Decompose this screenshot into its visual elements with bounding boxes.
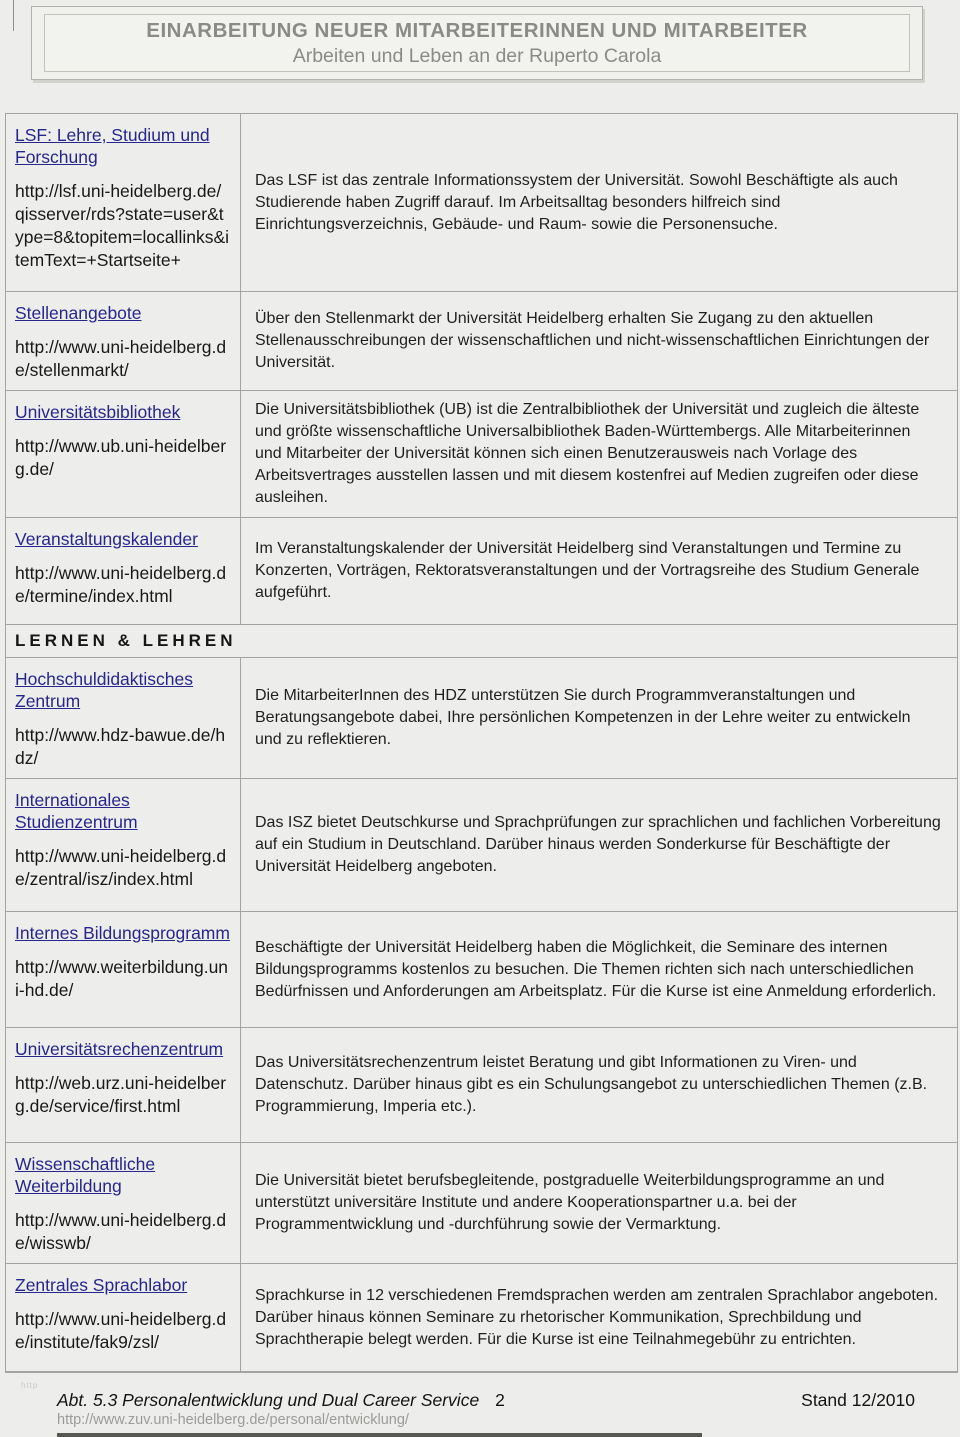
link-universitaetsrechenzentrum[interactable]: Universitätsrechenzentrum — [15, 1039, 224, 1059]
cell-description-stellenangebote — [241, 292, 957, 390]
description-isz: Das ISZ bietet Deutschkurse und Sprachprüfungen zur sprachlichen und fachlichen Vorbereitung auf ein Studium in Deutschland. Darüber hinaus werden Sonderkurse für Beschäftigte der Universität Heidelberg angeboten. — [255, 814, 941, 875]
description-zentrales-sprachlabor: Sprachkurse in 12 verschiedenen Fremdsprachen werden am zentralen Sprachlabor angeboten. Darüber hinaus können Seminare zu rhetorischer Kommunikation, Sprechbildung und Sprachtherapie belegt werden. Für die Kurse ist eine Teilnahmegebühr zu entrichten. — [255, 1286, 939, 1348]
cell-link-universitaetsrechenzentrum — [6, 1028, 241, 1142]
cell-link-isz — [6, 779, 241, 911]
footer-page-number: 2 — [495, 1390, 505, 1410]
link-wissenschaftliche-weiterbildung[interactable]: Wissenschaftliche Weiterbildung — [15, 1154, 156, 1196]
url-internes-bildungsprogramm: http://www.weiterbildung.uni-hd.de/ — [15, 957, 229, 1000]
description-lsf: Das LSF ist das zentrale Informationssystem der Universität. Sowohl Beschäftigte als auch Studierende haben Zugriff darauf. Im Arbeitsalltag besonders hilfreich sind Einrichtungsverzeichnis, Gebäude- und Raum- sowie die Personensuche. — [255, 171, 898, 233]
table-row-universitaetsrechenzentrum — [6, 1028, 957, 1143]
link-internes-bildungsprogramm[interactable]: Internes Bildungsprogramm — [15, 923, 230, 943]
page-header-frame — [44, 14, 910, 72]
table-row-universitaetsbibliothek — [6, 391, 957, 518]
table-row-wissenschaftliche-weiterbildung — [6, 1143, 957, 1264]
cell-link-lsf — [6, 114, 241, 291]
url-wissenschaftliche-weiterbildung: http://www.uni-heidelberg.de/wisswb/ — [15, 1210, 227, 1253]
cell-description-isz — [241, 779, 957, 911]
description-universitaetsrechenzentrum: Das Universitätsrechenzentrum leistet Beratung und gibt Informationen zu Viren- und Datenschutz. Darüber hinaus gibt es ein Schulungsangebot zu unterschiedlichen Themen (z.B. Programmierung, Imperia etc.). — [255, 1054, 928, 1115]
link-hdz[interactable]: Hochschuldidaktisches Zentrum — [15, 669, 194, 711]
url-stellenangebote: http://www.uni-heidelberg.de/stellenmarkt/ — [15, 337, 227, 380]
description-wissenschaftliche-weiterbildung: Die Universität bietet berufsbegleitende, postgraduelle Weiterbildungsprogramme an und unterstützt universitäre Institute und andere Kooperationspartner u.a. bei der Programmentwicklung und -durchführung sowie der Vermarktung. — [255, 1172, 885, 1233]
page-title: EINARBEITUNG NEUER MITARBEITERINNEN UND MITARBEITER — [146, 18, 808, 42]
link-universitaetsbibliothek[interactable]: Universitätsbibliothek — [15, 402, 181, 422]
link-isz[interactable]: Internationales Studienzentrum — [15, 790, 138, 832]
footer-department: Abt. 5.3 Personalentwicklung und Dual Career Service — [57, 1390, 480, 1410]
description-stellenangebote: Über den Stellenmarkt der Universität Heidelberg erhalten Sie Zugang zu den aktuellen Stellenausschreibungen der wissenschaftlichen und nicht-wissenschaftlichen Einrichtungen der Universität. — [255, 310, 930, 371]
table-row-lsf — [6, 114, 957, 292]
url-veranstaltungskalender: http://www.uni-heidelberg.de/termine/index.html — [15, 563, 227, 606]
description-universitaetsbibliothek: Die Universitätsbibliothek (UB) ist die Zentralbibliothek der Universität und zugleich die älteste und größte wissenschaftliche Universalbibliothek Baden-Württembergs. Alle Mitarbeiterinnen und Mitarbeiter der Universität können sich einen Benutzerausweis nach Vorlage des Arbeitsvertrages ausstellen lassen und mit diesem kostenfrei auf Medien zugreifen oder diese ausleihen. — [255, 401, 920, 506]
cell-description-veranstaltungskalender — [241, 518, 957, 624]
footer-date-stamp: Stand 12/2010 — [801, 1390, 915, 1410]
section-header-lernen-lehren: LERNEN & LEHREN — [15, 631, 237, 650]
footer — [57, 1390, 917, 1411]
faint-watermark-text: http — [21, 1381, 39, 1390]
cell-description-wissenschaftliche-weiterbildung — [241, 1143, 957, 1263]
cell-description-hdz — [241, 658, 957, 778]
table-row-zentrales-sprachlabor — [6, 1264, 957, 1372]
cell-link-stellenangebote — [6, 292, 241, 390]
table-row-veranstaltungskalender — [6, 518, 957, 625]
cell-link-zentrales-sprachlabor — [6, 1264, 241, 1371]
cell-link-veranstaltungskalender — [6, 518, 241, 624]
cell-description-lsf — [241, 114, 957, 291]
footer-url: http://www.zuv.uni-heidelberg.de/personal/entwicklung/ — [57, 1412, 409, 1428]
table-row-stellenangebote — [6, 292, 957, 391]
description-veranstaltungskalender: Im Veranstaltungskalender der Universität Heidelberg sind Veranstaltungen und Termine zu Konzerten, Vorträgen, Rektoratsveranstaltungen und der Vortragsreihe des Studium Generale aufgeführt. — [255, 540, 920, 601]
url-zentrales-sprachlabor: http://www.uni-heidelberg.de/institute/fak9/zsl/ — [15, 1309, 227, 1352]
cell-description-universitaetsrechenzentrum — [241, 1028, 957, 1142]
cell-description-universitaetsbibliothek — [241, 391, 957, 517]
link-lsf[interactable]: LSF: Lehre, Studium und Forschung — [15, 125, 210, 167]
table-row-isz — [6, 779, 957, 912]
cell-link-hdz — [6, 658, 241, 778]
table-row-internes-bildungsprogramm — [6, 912, 957, 1028]
url-universitaetsrechenzentrum: http://web.urz.uni-heidelberg.de/service/first.html — [15, 1073, 227, 1116]
cell-link-wissenschaftliche-weiterbildung — [6, 1143, 241, 1263]
bottom-cutoff-bar — [57, 1433, 702, 1437]
cell-description-internes-bildungsprogramm — [241, 912, 957, 1027]
link-zentrales-sprachlabor[interactable]: Zentrales Sprachlabor — [15, 1275, 188, 1295]
url-hdz: http://www.hdz-bawue.de/hdz/ — [15, 725, 226, 768]
top-left-border-remnant — [13, 0, 14, 31]
url-isz: http://www.uni-heidelberg.de/zentral/isz/index.html — [15, 846, 227, 889]
links-table — [5, 113, 958, 1373]
page-header — [31, 6, 923, 80]
cell-link-universitaetsbibliothek — [6, 391, 241, 517]
cell-description-zentrales-sprachlabor — [241, 1264, 957, 1371]
page-subtitle: Arbeiten und Leben an der Ruperto Carola — [292, 44, 662, 67]
cell-link-internes-bildungsprogramm — [6, 912, 241, 1027]
url-lsf: http://lsf.uni-heidelberg.de/qisserver/rds?state=user&type=8&topitem=locallinks&itemText=+Startseite+ — [15, 181, 230, 270]
table-row-hdz — [6, 658, 957, 779]
link-stellenangebote[interactable]: Stellenangebote — [15, 303, 142, 323]
description-internes-bildungsprogramm: Beschäftigte der Universität Heidelberg haben die Möglichkeit, die Seminare des internen Bildungsprogramms kostenlos zu besuchen. Die Themen richten sich nach unterschiedlichen Bedürfnissen und Anforderungen am Arbeitsplatz. Für die Kurse ist eine Anmeldung erforderlich. — [255, 938, 937, 1000]
link-veranstaltungskalender[interactable]: Veranstaltungskalender — [15, 529, 198, 549]
section-header-row — [6, 625, 957, 658]
url-universitaetsbibliothek: http://www.ub.uni-heidelberg.de/ — [15, 436, 227, 479]
description-hdz: Die MitarbeiterInnen des HDZ unterstützen Sie durch Programmveranstaltungen und Beratungsangebote dabei, Ihre persönlichen Kompetenzen in der Lehre weiter zu entwickeln und zu reflektieren. — [255, 687, 911, 748]
